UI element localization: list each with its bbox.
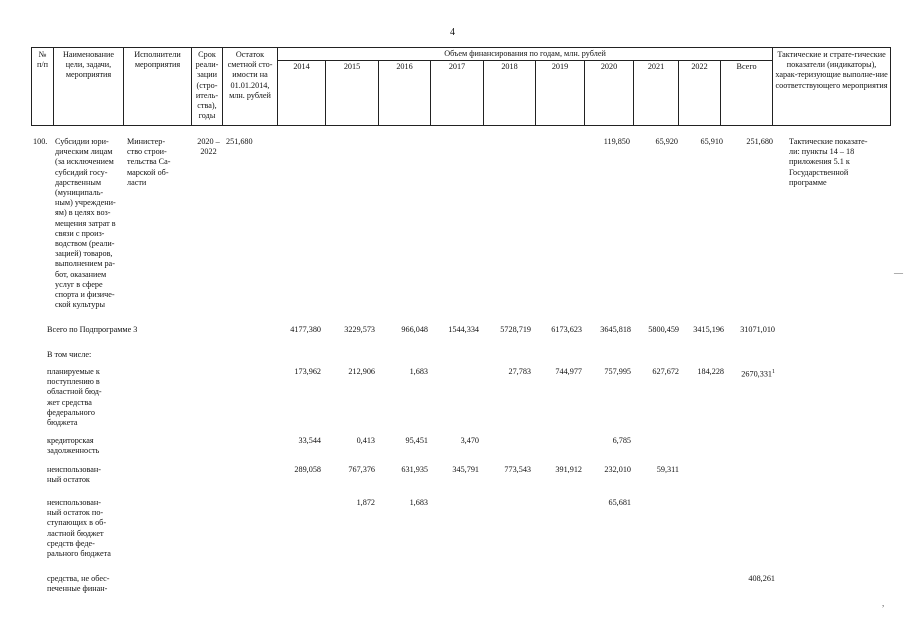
- unused-federal-label: [47, 498, 129, 559]
- header-year-2017: 2017: [431, 61, 484, 126]
- row100-name-line: связи с произ-: [55, 228, 105, 238]
- row100-indicator-line: ли: пункты 14 – 18: [789, 147, 855, 157]
- including-label: В том числе:: [47, 350, 92, 359]
- header-year-2015: 2015: [326, 61, 379, 126]
- unused-federal-value-2015: 1,872: [356, 498, 375, 507]
- planned-value-total: 2670,331$^1$: [741, 369, 775, 379]
- row100-indicator-line: программе: [789, 177, 827, 187]
- row100-name-line: субсидий госу-: [55, 167, 108, 177]
- header-indicators: Тактические и страте-гические показатели (индикаторы), харак-теризующие выполне-ние соответствующего мероприятия: [773, 48, 891, 126]
- creditor-value-2014: 33,544: [298, 436, 321, 445]
- row100-name-line: дическим лицам: [55, 147, 113, 157]
- planned-value-2019: 744,977: [555, 367, 582, 376]
- total-row-value-2022: 3415,196: [693, 325, 724, 334]
- header-year-2018: 2018: [484, 61, 536, 126]
- planned-label-line: жет средства: [47, 397, 92, 407]
- unused-federal-label-line: ный остаток по-: [47, 508, 104, 518]
- row100-executor-line: ство строи-: [127, 147, 167, 157]
- header-financing: Объем финансирования по годам, млн. рублей: [278, 48, 773, 61]
- row100-period-line: 2020 –: [197, 137, 220, 146]
- unused-federal-label-line: рального бюджета: [47, 549, 111, 559]
- row100-name-line: бот, оказанием: [55, 269, 107, 279]
- header-year-2020: 2020: [585, 61, 634, 126]
- row100-2022: 65,910: [700, 137, 723, 146]
- row100-period-line: 2022: [200, 147, 217, 157]
- row100-name-line: ям) в целях воз-: [55, 208, 111, 218]
- unused-value-2020: 232,010: [604, 465, 631, 474]
- unused-value-2017: 345,791: [452, 465, 479, 474]
- row100-name-line: зацией) товаров,: [55, 249, 113, 259]
- row100-total: 251,680: [746, 137, 773, 146]
- planned-label-line: поступлению в: [47, 377, 100, 387]
- header-num: № п/п: [32, 48, 54, 126]
- financing-table-header: [31, 47, 891, 126]
- unused-value-2015: 767,376: [348, 465, 375, 474]
- header-year-2019: 2019: [536, 61, 585, 126]
- row100-indicator-line: приложения 5.1 к: [789, 157, 850, 167]
- creditor-label-line: задолженность: [47, 446, 100, 456]
- unused-label-line: неиспользован-: [47, 465, 101, 474]
- total-row-value-total: 31071,010: [740, 325, 775, 334]
- unused-federal-value-2016: 1,683: [409, 498, 428, 507]
- header-year-2022: 2022: [679, 61, 721, 126]
- planned-value-2021: 627,672: [652, 367, 679, 376]
- header-name: Наименование цели, задачи, мероприятия: [54, 48, 124, 126]
- planned-value-2018: 27,783: [508, 367, 531, 376]
- row100-name-line: дарственным: [55, 177, 102, 187]
- row100-name-line: мещения затрат в: [55, 218, 116, 228]
- total-row-value-2014: 4177,380: [290, 325, 321, 334]
- row100-name-line: Субсидии юри-: [55, 137, 109, 146]
- row100-2021: 65,920: [655, 137, 678, 146]
- planned-value-2022: 184,228: [697, 367, 724, 376]
- page-number: 4: [450, 27, 455, 38]
- table-body: [31, 132, 890, 640]
- unused-federal-label-line: ступающих в об-: [47, 518, 107, 528]
- header-year-2016: 2016: [379, 61, 431, 126]
- total-row-value-2016: 966,048: [401, 325, 428, 334]
- row100-name-line: водством (реали-: [55, 239, 115, 249]
- footnote-marker: 1: [772, 369, 775, 375]
- unsecured-label-line: средства, не обес-: [47, 574, 110, 583]
- total-row-value-2021: 5800,459: [648, 325, 679, 334]
- row100-executor-line: ласти: [127, 177, 147, 187]
- unused-value-2021: 59,311: [656, 465, 679, 474]
- planned-label-line: областной бюд-: [47, 387, 102, 397]
- planned-label-line: планируемые к: [47, 367, 100, 376]
- unused-label: [47, 465, 123, 485]
- row100-2020: 119,850: [603, 137, 630, 146]
- header-year-2014: 2014: [278, 61, 326, 126]
- row100-name-line: ской культуры: [55, 300, 105, 310]
- row100-name: [55, 137, 125, 310]
- planned-label: [47, 367, 123, 428]
- unused-value-2018: 773,543: [504, 465, 531, 474]
- total-row-value-2018: 5728,719: [500, 325, 531, 334]
- row100-indicators: [789, 137, 889, 188]
- row100-name-line: услуг в сфере: [55, 279, 103, 289]
- planned-label-line: бюджета: [47, 418, 78, 428]
- planned-value-2014: 173,962: [294, 367, 321, 376]
- row100-name-line: выполнением ра-: [55, 259, 115, 269]
- creditor-value-2015: 0,413: [356, 436, 375, 445]
- unused-value-2014: 289,058: [294, 465, 321, 474]
- total-row-value-2020: 3645,818: [600, 325, 631, 334]
- planned-value-2015: 212,906: [348, 367, 375, 376]
- creditor-value-2016: 95,451: [405, 436, 428, 445]
- planned-value-2020: 757,995: [604, 367, 631, 376]
- header-remainder: Остаток сметной сто-имости на 01.01.2014, млн. рублей: [223, 48, 278, 126]
- unsecured-label: [47, 574, 127, 594]
- total-row-value-2019: 6173,623: [551, 325, 582, 334]
- row100-num: 100.: [33, 137, 48, 146]
- row100-executor-line: марской об-: [127, 167, 169, 177]
- row100-name-line: (муниципаль-: [55, 188, 104, 198]
- row100-executor-line: Министер-: [127, 137, 166, 146]
- row100-name-line: (за исключением: [55, 157, 114, 167]
- header-total: Всего: [721, 61, 773, 126]
- creditor-label: [47, 436, 123, 456]
- header-period: Срок реали-зации (стро-итель-ства), годы: [192, 48, 223, 126]
- scan-mark: ,: [882, 598, 885, 608]
- total-row-value-2015: 3229,573: [344, 325, 375, 334]
- unused-federal-label-line: ластной бюджет: [47, 528, 104, 538]
- total-row-value-2017: 1544,334: [448, 325, 479, 334]
- unused-federal-value-2020: 65,681: [608, 498, 631, 507]
- unused-label-line: ный остаток: [47, 475, 90, 485]
- row100-remainder: 251,680: [226, 137, 253, 146]
- unsecured-label-line: печенные финан-: [47, 584, 108, 594]
- row100-period: [194, 137, 223, 157]
- row100-executor-line: тельства Са-: [127, 157, 171, 167]
- total-row-label: Всего по Подпрограмме 3: [47, 325, 138, 334]
- planned-value-2016: 1,683: [409, 367, 428, 376]
- row100-name-line: ным) учреждени-: [55, 198, 116, 208]
- header-executors: Исполнители мероприятия: [124, 48, 192, 126]
- planned-label-line: федерального: [47, 407, 95, 417]
- creditor-value-2017: 3,470: [460, 436, 479, 445]
- creditor-value-2020: 6,785: [612, 436, 631, 445]
- row100-executors: [127, 137, 193, 188]
- row100-indicator-line: Государственной: [789, 167, 849, 177]
- creditor-label-line: кредиторская: [47, 436, 94, 445]
- scan-mark: —: [894, 268, 903, 278]
- unused-federal-label-line: неиспользован-: [47, 498, 101, 507]
- unsecured-value-total: 408,261: [748, 574, 775, 583]
- row100-indicator-line: Тактические показате-: [789, 137, 868, 146]
- header-year-2021: 2021: [634, 61, 679, 126]
- unused-value-2016: 631,935: [401, 465, 428, 474]
- unused-value-2019: 391,912: [555, 465, 582, 474]
- unused-federal-label-line: средств феде-: [47, 538, 95, 548]
- row100-name-line: спорта и физиче-: [55, 290, 115, 300]
